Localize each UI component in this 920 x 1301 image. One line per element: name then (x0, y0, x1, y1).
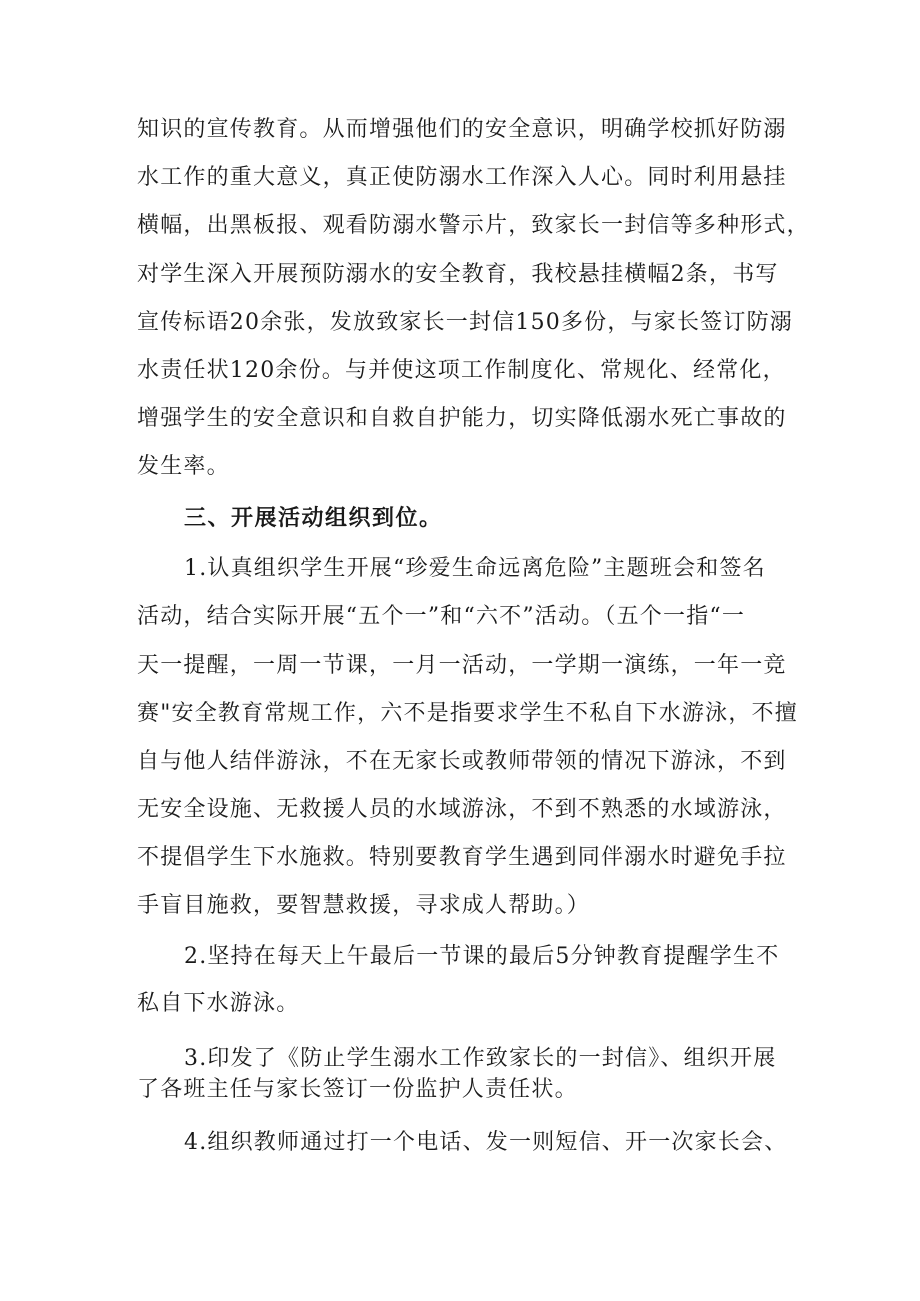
list-item-line: 私自下水游泳。 (137, 991, 300, 1016)
list-item-line: 3.印发了《防止学生溺水工作致家长的一封信》、组织开展 (184, 1046, 777, 1071)
paragraph-line: 对学生深入开展预防溺水的安全教育，我校悬挂横幅2条，书写 (137, 262, 779, 287)
paragraph-line: 宣传标语20余张，发放致家长一封信150多份，与家长签订防溺 (137, 310, 793, 335)
paragraph-line: 发生率。 (137, 454, 230, 479)
list-item-line: 了各班主任与家长签订一份监护人责任状。 (137, 1077, 578, 1102)
paragraph-line: 横幅，出黑板报、观看防溺水警示片，致家长一封信等多种形式， (137, 213, 810, 238)
list-item-line: 1.认真组织学生开展“珍爱生命远离危险”主题班会和签名 (184, 556, 766, 581)
list-item-line: 天一提醒，一周一节课，一月一活动，一学期一演练，一年一竞 (137, 653, 787, 678)
list-item-line: 手盲目施救，要智慧救援，寻求成人帮助。） (137, 893, 591, 918)
paragraph-line: 水工作的重大意义，真正使防溺水工作深入人心。同时利用悬挂 (137, 165, 787, 190)
paragraph-line: 水责任状120余份。与并使这项工作制度化、常规化、经常化， (137, 358, 786, 383)
list-item-line: 自与他人结伴游泳，不在无家长或教师带领的情况下游泳，不到 (137, 749, 787, 774)
paragraph-line: 增强学生的安全意识和自救自护能力，切实降低溺水死亡事故的 (137, 406, 787, 431)
list-item-line: 4.组织教师通过打一个电话、发一则短信、开一次家长会、 (184, 1130, 788, 1155)
list-item-line: 无安全设施、无救援人员的水域游泳，不到不熟悉的水域游泳， (137, 797, 787, 822)
section-heading: 三、开展活动组织到位。 (184, 506, 443, 531)
paragraph-line: 知识的宣传教育。从而增强他们的安全意识，明确学校抓好防溺 (137, 117, 787, 142)
list-item-line: 不提倡学生下水施救。特别要教育学生遇到同伴溺水时避免手拉 (137, 845, 787, 870)
list-item-line: 赛"安全教育常规工作，六不是指要求学生不私自下水游泳，不擅 (137, 701, 798, 726)
list-item-line: 2.坚持在每天上午最后一节课的最后5分钟教育提醒学生不 (184, 944, 780, 969)
list-item-line: 活动，结合实际开展“五个一”和“六不”活动。（五个一指“一 (137, 604, 746, 629)
